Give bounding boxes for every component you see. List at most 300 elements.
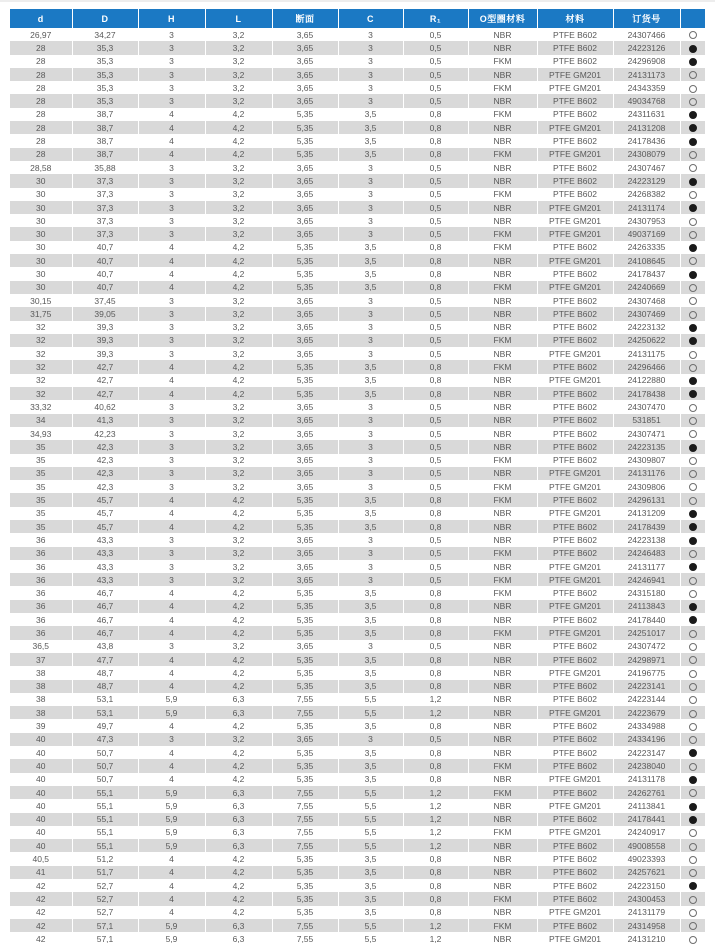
table-row [10,55,705,68]
col-oring-material-cell: NBR [468,307,537,320]
col-R1-cell: 1,2 [403,919,468,932]
col-d-cell: 42 [10,906,72,919]
col-d-cell: 30 [10,188,72,201]
col-L-cell: 3,2 [205,68,272,81]
col-L-cell: 4,2 [205,586,272,599]
table-row [10,773,705,786]
col-C-cell: 3,5 [338,773,403,786]
col-H-cell: 4 [138,507,205,520]
col-L-cell: 3,2 [205,81,272,94]
col-cross-section-cell: 5,35 [272,507,338,520]
col-R1-cell: 0,8 [403,879,468,892]
col-H-cell: 3 [138,28,205,41]
col-D-cell: 40,7 [72,267,138,280]
col-C-cell: 3 [338,547,403,560]
col-oring-material-cell: FKM [468,281,537,294]
col-H-cell: 3 [138,55,205,68]
col-order-number-cell: 24307469 [613,307,680,320]
col-D-cell: 55,1 [72,799,138,812]
col-H-cell: 4 [138,852,205,865]
col-D-cell: 37,3 [72,214,138,227]
col-C-cell: 3,5 [338,254,403,267]
col-availability-cell [680,799,705,812]
table-row [10,81,705,94]
col-availability-cell [680,427,705,440]
availability-filled-circle-icon [689,377,697,385]
col-material-cell: PTFE B602 [537,360,613,373]
col-availability [680,9,705,28]
col-availability-cell [680,746,705,759]
col-C-cell: 3,5 [338,148,403,161]
availability-filled-circle-icon [689,523,697,531]
availability-filled-circle-icon [689,444,697,452]
availability-filled-circle-icon [689,178,697,186]
col-oring-material-cell: NBR [468,733,537,746]
col-order-number-cell: 24223132 [613,321,680,334]
col-cross-section-cell: 7,55 [272,706,338,719]
col-H-cell: 4 [138,586,205,599]
col-order-number-cell: 24223129 [613,174,680,187]
col-C-cell: 3,5 [338,759,403,772]
col-H-cell: 4 [138,134,205,147]
col-L-cell: 6,3 [205,932,272,945]
col-order-number: 订货号 [613,9,680,28]
col-C-cell: 3,5 [338,600,403,613]
col-L-cell: 4,2 [205,719,272,732]
col-d-cell: 28 [10,81,72,94]
col-availability-cell [680,81,705,94]
col-order-number-cell: 24131175 [613,347,680,360]
col-C-cell: 3 [338,454,403,467]
col-C-cell: 3,5 [338,613,403,626]
col-L-cell: 4,2 [205,148,272,161]
col-order-number-cell: 24307468 [613,294,680,307]
col-H-cell: 4 [138,148,205,161]
col-cross-section-cell: 5,35 [272,374,338,387]
col-oring-material: O型圈材料 [468,9,537,28]
col-d-cell: 38 [10,666,72,679]
col-C-cell: 3 [338,427,403,440]
col-R1-cell: 0,8 [403,267,468,280]
col-H-cell: 3 [138,467,205,480]
availability-empty-circle-icon [689,670,697,678]
col-d-cell: 30 [10,241,72,254]
col-R1-cell: 1,2 [403,813,468,826]
col-L-cell: 4,2 [205,600,272,613]
col-oring-material-cell: NBR [468,414,537,427]
col-L-cell: 3,2 [205,161,272,174]
table-row [10,161,705,174]
col-order-number-cell: 24223135 [613,440,680,453]
col-L-cell: 3,2 [205,480,272,493]
col-order-number-cell: 24246941 [613,573,680,586]
col-cross-section-cell: 3,65 [272,214,338,227]
col-availability-cell [680,866,705,879]
availability-empty-circle-icon [689,297,697,305]
table-row [10,148,705,161]
col-availability-cell [680,786,705,799]
col-d-cell: 40 [10,799,72,812]
col-D-cell: 57,1 [72,919,138,932]
col-material-cell: PTFE B602 [537,866,613,879]
col-R1-cell: 0,5 [403,68,468,81]
col-cross-section-cell: 5,35 [272,613,338,626]
col-D-cell: 40,7 [72,254,138,267]
col-d-cell: 30 [10,174,72,187]
col-availability-cell [680,626,705,639]
col-material-cell: PTFE B602 [537,786,613,799]
availability-filled-circle-icon [689,776,697,784]
col-availability-cell [680,533,705,546]
col-D-cell: 45,7 [72,507,138,520]
col-oring-material-cell: FKM [468,334,537,347]
col-material-cell: PTFE GM201 [537,227,613,240]
col-D-cell: 50,7 [72,773,138,786]
col-availability-cell [680,826,705,839]
col-d-cell: 35 [10,454,72,467]
col-order-number-cell: 49034768 [613,94,680,107]
col-availability-cell [680,906,705,919]
col-d-cell: 36 [10,560,72,573]
col-availability-cell [680,693,705,706]
col-L-cell: 4,2 [205,374,272,387]
col-D-cell: 42,7 [72,374,138,387]
col-D: D [72,9,138,28]
table-row [10,467,705,480]
col-availability-cell [680,547,705,560]
col-oring-material-cell: FKM [468,759,537,772]
col-availability-cell [680,241,705,254]
table-row [10,693,705,706]
col-oring-material-cell: NBR [468,719,537,732]
col-availability-cell [680,839,705,852]
col-d-cell: 40 [10,786,72,799]
table-row [10,94,705,107]
col-R1-cell: 0,5 [403,174,468,187]
col-D-cell: 47,3 [72,733,138,746]
product-spec-table [10,9,705,945]
col-cross-section: 断面 [272,9,338,28]
col-R1-cell: 0,8 [403,892,468,905]
col-R1-cell: 0,5 [403,28,468,41]
col-oring-material-cell: NBR [468,799,537,812]
col-d-cell: 32 [10,347,72,360]
col-order-number-cell: 24131208 [613,121,680,134]
col-order-number-cell: 24343359 [613,81,680,94]
col-order-number-cell: 24131176 [613,467,680,480]
col-L-cell: 4,2 [205,493,272,506]
availability-empty-circle-icon [689,98,697,106]
col-D-cell: 42,3 [72,467,138,480]
col-material: 材料 [537,9,613,28]
col-R1-cell: 1,2 [403,706,468,719]
col-D-cell: 46,7 [72,626,138,639]
col-cross-section-cell: 7,55 [272,919,338,932]
table-row [10,454,705,467]
table-row [10,41,705,54]
col-d-cell: 28,58 [10,161,72,174]
col-availability-cell [680,719,705,732]
col-L-cell: 4,2 [205,254,272,267]
col-D-cell: 35,88 [72,161,138,174]
col-H-cell: 5,9 [138,932,205,945]
availability-empty-circle-icon [689,763,697,771]
col-material-cell: PTFE B602 [537,294,613,307]
col-d-cell: 40,5 [10,852,72,865]
col-L-cell: 6,3 [205,786,272,799]
col-availability-cell [680,600,705,613]
col-cross-section-cell: 3,65 [272,547,338,560]
col-availability-cell [680,148,705,161]
col-oring-material-cell: FKM [468,573,537,586]
col-material-cell: PTFE B602 [537,533,613,546]
col-L-cell: 3,2 [205,188,272,201]
col-C-cell: 3 [338,214,403,227]
col-R1-cell: 0,5 [403,427,468,440]
col-D-cell: 35,3 [72,94,138,107]
col-oring-material-cell: NBR [468,387,537,400]
col-material-cell: PTFE B602 [537,307,613,320]
col-oring-material-cell: NBR [468,653,537,666]
col-D-cell: 42,7 [72,360,138,373]
col-d-cell: 42 [10,879,72,892]
col-availability-cell [680,653,705,666]
col-C-cell: 3 [338,467,403,480]
col-oring-material-cell: NBR [468,773,537,786]
col-oring-material-cell: FKM [468,227,537,240]
col-H-cell: 4 [138,267,205,280]
col-d-cell: 30 [10,267,72,280]
col-d-cell: 30 [10,227,72,240]
col-material-cell: PTFE B602 [537,414,613,427]
col-D-cell: 45,7 [72,520,138,533]
table-row [10,427,705,440]
col-d-cell: 41 [10,866,72,879]
col-oring-material-cell: NBR [468,267,537,280]
col-d-cell: 38 [10,680,72,693]
col-L-cell: 4,2 [205,121,272,134]
col-cross-section-cell: 7,55 [272,839,338,852]
table-row [10,666,705,679]
col-C: C [338,9,403,28]
col-material-cell: PTFE GM201 [537,480,613,493]
col-oring-material-cell: FKM [468,480,537,493]
col-C-cell: 3 [338,68,403,81]
col-oring-material-cell: FKM [468,826,537,839]
col-d-cell: 36 [10,533,72,546]
col-d-cell: 38 [10,693,72,706]
table-row [10,719,705,732]
availability-empty-circle-icon [689,284,697,292]
col-oring-material-cell: FKM [468,586,537,599]
col-D-cell: 46,7 [72,586,138,599]
col-material-cell: PTFE B602 [537,321,613,334]
col-oring-material-cell: NBR [468,254,537,267]
col-availability-cell [680,932,705,945]
col-H-cell: 3 [138,334,205,347]
col-availability-cell [680,214,705,227]
col-H-cell: 4 [138,613,205,626]
col-d-cell: 28 [10,55,72,68]
col-cross-section-cell: 5,35 [272,719,338,732]
col-L-cell: 3,2 [205,174,272,187]
table-body [10,28,705,945]
availability-empty-circle-icon [689,218,697,226]
col-material-cell: PTFE GM201 [537,573,613,586]
col-cross-section-cell: 3,65 [272,414,338,427]
col-material-cell: PTFE B602 [537,852,613,865]
availability-empty-circle-icon [689,457,697,465]
col-C-cell: 3 [338,640,403,653]
col-d-cell: 40 [10,759,72,772]
col-D-cell: 43,3 [72,547,138,560]
col-order-number-cell: 24315180 [613,586,680,599]
col-D-cell: 42,3 [72,454,138,467]
availability-filled-circle-icon [689,138,697,146]
col-C-cell: 3 [338,174,403,187]
col-cross-section-cell: 5,35 [272,680,338,693]
col-order-number-cell: 24307467 [613,161,680,174]
col-availability-cell [680,374,705,387]
col-H-cell: 3 [138,174,205,187]
col-R1-cell: 0,8 [403,653,468,666]
col-cross-section-cell: 3,65 [272,161,338,174]
col-C-cell: 3,5 [338,387,403,400]
col-R1-cell: 0,5 [403,41,468,54]
col-cross-section-cell: 7,55 [272,693,338,706]
table-row [10,440,705,453]
col-availability-cell [680,254,705,267]
col-d-cell: 32 [10,334,72,347]
col-availability-cell [680,706,705,719]
col-order-number-cell: 24223679 [613,706,680,719]
col-availability-cell [680,121,705,134]
col-R1-cell: 0,5 [403,440,468,453]
col-R1-cell: 0,8 [403,719,468,732]
col-L-cell: 4,2 [205,134,272,147]
col-oring-material-cell: NBR [468,121,537,134]
col-H-cell: 3 [138,201,205,214]
col-oring-material-cell: FKM [468,919,537,932]
col-C-cell: 3,5 [338,520,403,533]
col-order-number-cell: 49008558 [613,839,680,852]
col-H-cell: 4 [138,892,205,905]
col-cross-section-cell: 5,35 [272,520,338,533]
col-R1-cell: 0,5 [403,227,468,240]
col-oring-material-cell: FKM [468,148,537,161]
col-order-number-cell: 24178441 [613,813,680,826]
col-availability-cell [680,467,705,480]
col-cross-section-cell: 3,65 [272,400,338,413]
col-C-cell: 3 [338,440,403,453]
col-R1-cell: 0,8 [403,108,468,121]
col-material-cell: PTFE GM201 [537,254,613,267]
col-cross-section-cell: 5,35 [272,586,338,599]
table-row [10,254,705,267]
col-H-cell: 3 [138,400,205,413]
table-row [10,906,705,919]
availability-filled-circle-icon [689,816,697,824]
availability-filled-circle-icon [689,324,697,332]
col-cross-section-cell: 3,65 [272,294,338,307]
col-L-cell: 4,2 [205,653,272,666]
col-d-cell: 35 [10,493,72,506]
col-C-cell: 3 [338,334,403,347]
col-availability-cell [680,134,705,147]
col-order-number-cell: 24262761 [613,786,680,799]
col-d-cell: 36 [10,600,72,613]
col-material-cell: PTFE B602 [537,839,613,852]
col-material-cell: PTFE B602 [537,387,613,400]
col-d-cell: 42 [10,932,72,945]
col-H-cell: 3 [138,41,205,54]
table-row [10,387,705,400]
col-D-cell: 35,3 [72,41,138,54]
col-order-number-cell: 531851 [613,414,680,427]
col-material-cell: PTFE B602 [537,746,613,759]
availability-empty-circle-icon [689,789,697,797]
col-D-cell: 43,3 [72,533,138,546]
table-row [10,214,705,227]
col-cross-section-cell: 3,65 [272,174,338,187]
col-availability-cell [680,188,705,201]
col-H-cell: 3 [138,294,205,307]
col-availability-cell [680,400,705,413]
col-d-cell: 32 [10,360,72,373]
col-d-cell: 30 [10,214,72,227]
col-H-cell: 5,9 [138,839,205,852]
col-order-number-cell: 24307466 [613,28,680,41]
col-D-cell: 48,7 [72,666,138,679]
col-R1-cell: 1,2 [403,799,468,812]
col-C-cell: 3,5 [338,121,403,134]
col-L-cell: 4,2 [205,267,272,280]
col-availability-cell [680,813,705,826]
col-oring-material-cell: NBR [468,746,537,759]
col-H-cell: 3 [138,161,205,174]
col-order-number-cell: 24238040 [613,759,680,772]
availability-empty-circle-icon [689,404,697,412]
table-row [10,28,705,41]
col-cross-section-cell: 7,55 [272,799,338,812]
availability-filled-circle-icon [689,45,697,53]
col-order-number-cell: 24314958 [613,919,680,932]
col-order-number-cell: 24122880 [613,374,680,387]
col-material-cell: PTFE B602 [537,813,613,826]
col-material-cell: PTFE GM201 [537,148,613,161]
col-D-cell: 52,7 [72,879,138,892]
availability-empty-circle-icon [689,351,697,359]
table-row [10,852,705,865]
col-material-cell: PTFE GM201 [537,626,613,639]
col-L-cell: 4,2 [205,866,272,879]
availability-filled-circle-icon [689,337,697,345]
col-R1-cell: 1,2 [403,932,468,945]
col-H-cell: 3 [138,347,205,360]
col-d-cell: 40 [10,746,72,759]
col-C-cell: 3 [338,55,403,68]
col-R1-cell: 0,8 [403,241,468,254]
col-L-cell: 4,2 [205,520,272,533]
table-row [10,294,705,307]
col-C-cell: 3,5 [338,852,403,865]
col-oring-material-cell: NBR [468,294,537,307]
col-d-cell: 36 [10,626,72,639]
col-d-cell: 42 [10,892,72,905]
col-cross-section-cell: 5,35 [272,267,338,280]
col-oring-material-cell: NBR [468,507,537,520]
col-cross-section-cell: 7,55 [272,786,338,799]
